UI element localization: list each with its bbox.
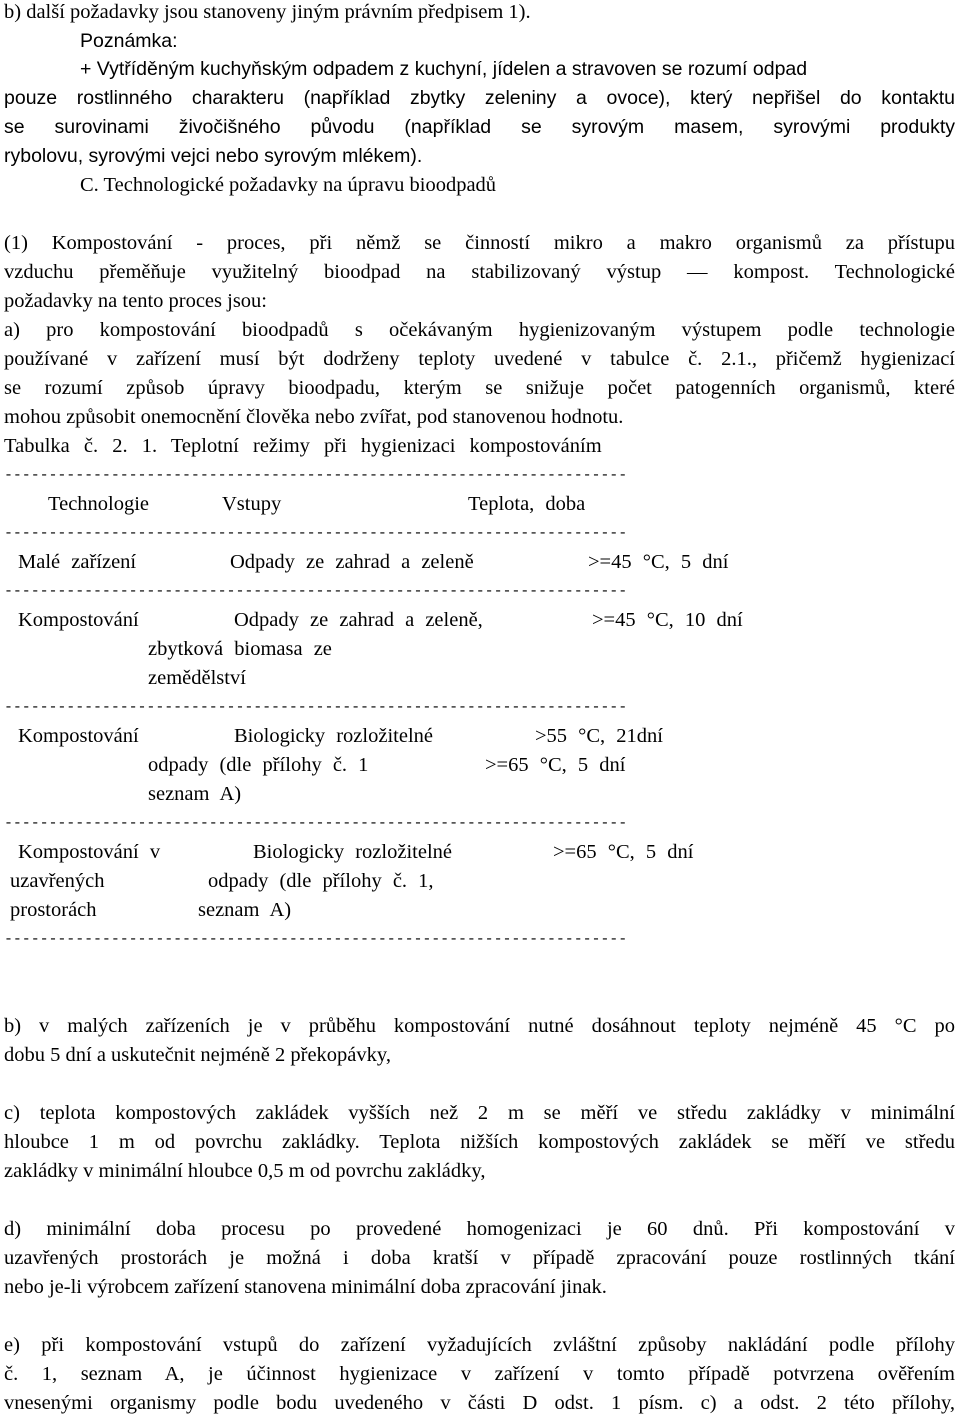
table-header: Technologie <box>48 493 150 515</box>
table-caption: Tabulka č. 2. 1. Teplotní režimy při hygienizaci kompostováním <box>4 435 602 457</box>
paragraph-line: d) minimální doba procesu po provedené homogenizaci je 60 dnů. Při kompostování v <box>4 1218 955 1240</box>
paragraph-line: b) v malých zařízeních je v průběhu kompostování nutné dosáhnout teploty nejméně 45 °C po <box>4 1015 955 1037</box>
paragraph-line: vnesenými organismy podle bodu uvedeného v části D odst. 1 písm. c) a odst. 2 této přílohy, <box>4 1392 955 1414</box>
table-cell: odpady (dle přílohy č. 1 <box>148 754 369 776</box>
table-cell: prostorách <box>10 899 97 921</box>
table-cell: zemědělství <box>148 667 246 689</box>
paragraph-line: hloubce 1 m od povrchu zakládky. Teplota nižších kompostových zakládek se měří ve středu <box>4 1131 955 1153</box>
note-line: pouze rostlinného charakteru (například zbytky zeleniny a ovoce), který nepřišel do kontaktu <box>4 87 955 109</box>
paragraph-line: vzduchu přeměňuje využitelný bioodpad na stabilizovaný výstup — kompost. Technologické <box>4 261 955 283</box>
table-cell: odpady (dle přílohy č. 1, <box>208 870 434 892</box>
table-rule: ---------------------------------------------------------------------- <box>4 525 628 542</box>
paragraph-line: požadavky na tento proces jsou: <box>4 290 268 312</box>
table-cell: Odpady ze zahrad a zeleně <box>230 551 474 573</box>
paragraph-line: a) pro kompostování bioodpadů s očekávaným hygienizovaným výstupem podle technologie <box>4 319 955 341</box>
table-rule: ---------------------------------------------------------------------- <box>4 815 628 832</box>
paragraph-line: c) teplota kompostových zakládek vyšších než 2 m se měří ve středu zakládky v minimální <box>4 1102 955 1124</box>
paragraph-line: uzavřených prostorách je možná i doba kratší v případě zpracování pouze rostlinných tkání <box>4 1247 955 1269</box>
line-b-intro: b) další požadavky jsou stanoveny jiným právním předpisem 1). <box>4 1 531 23</box>
table-cell: >=65 °C, 5 dní <box>553 841 694 863</box>
paragraph-line: dobu 5 dní a uskutečnit nejméně 2 překopávky, <box>4 1044 391 1066</box>
table-header: Vstupy <box>222 493 282 515</box>
table-cell: zbytková biomasa ze <box>148 638 332 660</box>
table-rule: ---------------------------------------------------------------------- <box>4 583 628 600</box>
paragraph-line: používané v zařízení musí být dodrženy teploty uvedené v tabulce č. 2.1., přičemž hygienizací <box>4 348 955 370</box>
paragraph-line: zakládky v minimální hloubce 0,5 m od povrchu zakládky, <box>4 1160 486 1182</box>
table-cell: >=45 °C, 10 dní <box>592 609 743 631</box>
table-cell: >=45 °C, 5 dní <box>588 551 729 573</box>
table-cell: >55 °C, 21dní <box>535 725 664 747</box>
table-cell: seznam A) <box>198 899 292 921</box>
paragraph-line: nebo je-li výrobcem zařízení stanovena minimální doba zpracování jinak. <box>4 1276 607 1298</box>
paragraph-line: se rozumí způsob úpravy bioodpadu, kterým se snižuje počet patogenních organismů, které <box>4 377 955 399</box>
paragraph-line: (1) Kompostování - proces, při němž se činností mikro a makro organismů za přístupu <box>4 232 955 254</box>
note-label: Poznámka: <box>80 30 178 52</box>
table-rule: ---------------------------------------------------------------------- <box>4 931 628 948</box>
table-cell: seznam A) <box>148 783 242 805</box>
table-cell: Biologicky rozložitelné <box>253 841 452 863</box>
table-cell: Kompostování v <box>18 841 161 863</box>
table-cell: Biologicky rozložitelné <box>234 725 433 747</box>
paragraph-line: mohou způsobit onemocnění člověka nebo zvířat, pod stanovenou hodnotu. <box>4 406 624 428</box>
note-line: rybolovu, syrovými vejci nebo syrovým mlékem). <box>4 145 423 167</box>
paragraph-line: e) při kompostování vstupů do zařízení vyžadujících zvláštní způsoby nakládání podle přílohy <box>4 1334 955 1356</box>
section-heading: C. Technologické požadavky na úpravu bioodpadů <box>80 174 497 196</box>
table-cell: Odpady ze zahrad a zeleně, <box>234 609 483 631</box>
table-cell: Kompostování <box>18 725 139 747</box>
table-header: Teplota, doba <box>468 493 586 515</box>
table-cell: Malé zařízení <box>18 551 137 573</box>
table-cell: uzavřených <box>10 870 105 892</box>
paragraph-line: č. 1, seznam A, je účinnost hygienizace v zařízení v tomto případě potvrzena ověřením <box>4 1363 955 1385</box>
table-cell: >=65 °C, 5 dní <box>485 754 626 776</box>
note-line: se surovinami živočišného původu (například se syrovým masem, syrovými produkty <box>4 116 955 138</box>
table-cell: Kompostování <box>18 609 139 631</box>
table-rule: ---------------------------------------------------------------------- <box>4 467 628 484</box>
table-rule: ---------------------------------------------------------------------- <box>4 699 628 716</box>
note-line: + Vytříděným kuchyňským odpadem z kuchyní, jídelen a stravoven se rozumí odpad <box>80 58 808 80</box>
